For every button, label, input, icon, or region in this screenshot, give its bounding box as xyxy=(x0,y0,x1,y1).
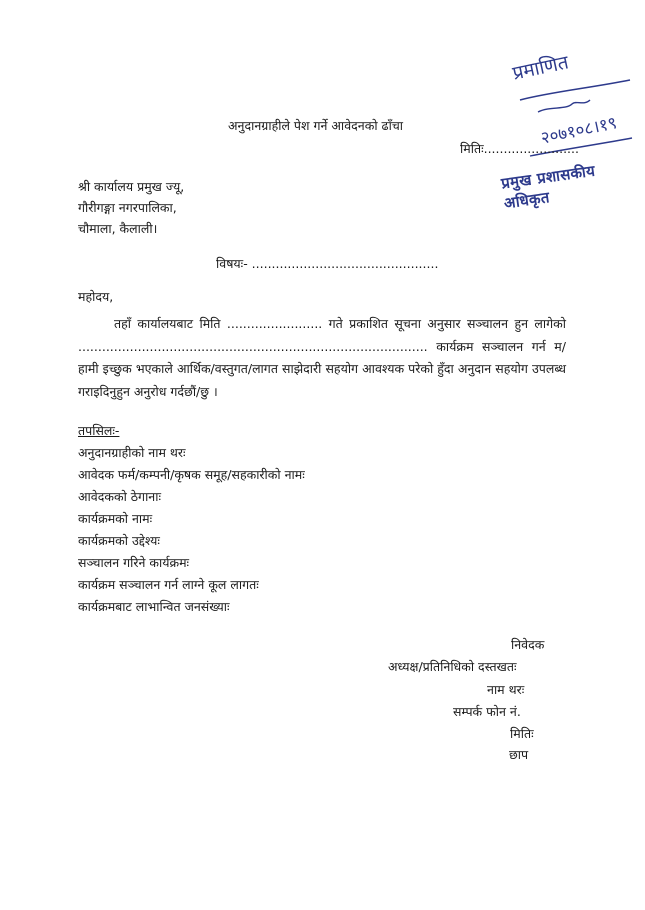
signature-name: नाम थरः xyxy=(487,682,525,697)
details-heading: तपसिलः- xyxy=(78,423,120,438)
form-title: अनुदानग्राहीले पेश गर्ने आवेदनको ढाँचा xyxy=(228,118,403,133)
stamp-approved-text: प्रमाणित xyxy=(510,51,571,85)
detail-field: आवेदकको ठेगानाः xyxy=(78,489,162,504)
detail-field: कार्यक्रमको उद्देश्यः xyxy=(78,533,160,548)
signature-phone: सम्पर्क फोन नं. xyxy=(453,704,521,719)
signature-date: मितिः xyxy=(510,726,534,741)
header-date-field: मितिः........................ xyxy=(460,141,579,156)
detail-field: कार्यक्रमको नामः xyxy=(78,511,153,526)
body-paragraph-text: तहाँ कार्यालयबाट मिति ........................ गते प्रकाशित सूचना अनुसार सञ्चालन हुन लागेको ........................................................................................ कार्यक्रम सञ्चालन गर्न म/हामी इच्छुक भएकाले आर्थिक/वस्तुगत/लागत साझेदारी सहयोग आवश्यक परेको हुँदा अनुदान सहयोग उपलब्ध गराइदिनुहुन अनुरोध गर्दछौं/छु । xyxy=(78,316,566,399)
stamp-seal-text: प्रमुख प्रशासकीय अधिकृत xyxy=(500,161,597,213)
subject-line: विषयः- ............................................... xyxy=(216,256,439,271)
detail-field: कार्यक्रमबाट लाभान्वित जनसंख्याः xyxy=(78,599,230,614)
body-paragraph xyxy=(78,313,566,403)
salutation: महोदय, xyxy=(78,289,114,304)
detail-field: कार्यक्रम सञ्चालन गर्न लाग्ने कूल लागतः xyxy=(78,577,259,592)
signature-applicant: निवेदक xyxy=(511,637,545,652)
recipient-line-1: श्री कार्यालय प्रमुख ज्यू, xyxy=(78,179,185,194)
detail-field: सञ्चालन गरिने कार्यक्रमः xyxy=(78,555,190,570)
stamp-date: २०७१०८।१९ xyxy=(539,113,619,149)
recipient-line-2: गौरीगङ्गा नगरपालिका, xyxy=(78,200,177,215)
signature-seal: छाप xyxy=(509,747,529,762)
recipient-line-3: चौमाला, कैलाली। xyxy=(78,221,158,236)
signature-sign: अध्यक्ष/प्रतिनिधिको दस्तखतः xyxy=(388,659,517,674)
detail-field: अनुदानग्राहीको नाम थरः xyxy=(78,445,186,460)
approval-stamp xyxy=(480,40,640,213)
detail-field: आवेदक फर्म/कम्पनी/कृषक समूह/सहकारीको नामः xyxy=(78,467,305,482)
